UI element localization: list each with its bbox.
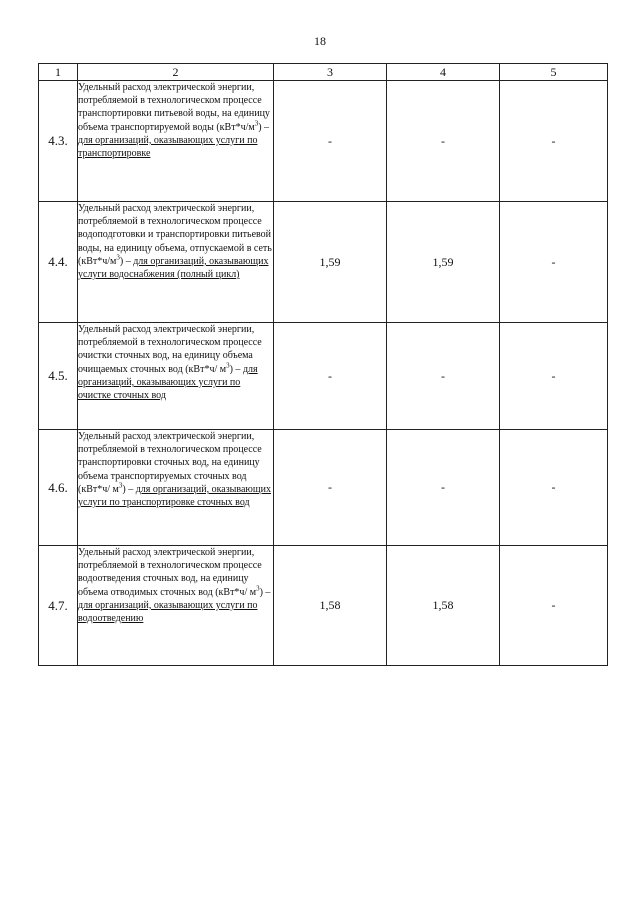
table-row [39, 323, 608, 430]
table-row [39, 202, 608, 323]
table-row [39, 430, 608, 546]
description-text: Удельный расход электрической энергии, потребляемой в технологическом процессе водоотведения сточных вод, на единицу объема отводимых сточных вод (кВт*ч/ м [78, 547, 262, 598]
header-col-1: 1 [39, 64, 78, 81]
cell-col-3: - [274, 323, 387, 430]
description-underlined: для организаций, оказывающих услуги водоснабжения (полный цикл) [78, 255, 269, 281]
cell-col-5: - [500, 81, 608, 202]
description-close: ) – [229, 363, 243, 375]
superscript: 3 [226, 361, 230, 370]
cell-col-5: - [500, 202, 608, 323]
header-col-3: 3 [274, 64, 387, 81]
row-description [78, 323, 274, 430]
superscript: 3 [118, 481, 123, 490]
description-underlined: для организаций, оказывающих услуги по очистке сточных вод [78, 363, 258, 402]
row-number: 4.5. [39, 323, 78, 430]
cell-col-4: - [387, 81, 500, 202]
row-number: 4.7. [39, 546, 78, 666]
cell-col-4: - [387, 430, 500, 546]
description-underlined: для организаций, оказывающих услуги по транспортировке [78, 134, 258, 160]
cell-col-3: 1,58 [274, 546, 387, 666]
row-number: 4.4. [39, 202, 78, 323]
row-description [78, 81, 274, 202]
description-text: Удельный расход электрической энергии, потребляемой в технологическом процессе водоподготовки и транспортировки питьевой воды, на единицу объема, отпускаемой в сеть (кВт*ч/м [78, 203, 272, 267]
row-number: 4.6. [39, 430, 78, 546]
superscript: 3 [256, 584, 260, 593]
cell-col-3: - [274, 81, 387, 202]
cell-col-3: - [274, 430, 387, 546]
cell-col-5: - [500, 323, 608, 430]
cell-col-4: - [387, 323, 500, 430]
description-close: ) – [119, 255, 134, 267]
description-text: Удельный расход электрической энергии, потребляемой в технологическом процессе очистки сточных вод, на единицу объема очищаемых сточных вод (кВт*ч/ м [78, 324, 262, 375]
description-underlined: для организаций, оказывающих услуги по транспортировке сточных вод [78, 483, 271, 509]
table-row [39, 81, 608, 202]
cell-col-5: - [500, 430, 608, 546]
header-col-5: 5 [500, 64, 608, 81]
description-close: ) – [258, 121, 270, 133]
page-number: 18 [314, 34, 326, 48]
row-number: 4.3. [39, 81, 78, 202]
description-close: ) – [122, 483, 136, 495]
row-description [78, 202, 274, 323]
row-description [78, 430, 274, 546]
description-text: Удельный расход электрической энергии, потребляемой в технологическом процессе транспортировки питьевой воды, на единицу объема транспортируемой воды (кВт*ч/м [78, 82, 270, 133]
table-header-row [39, 64, 608, 81]
header-col-2: 2 [78, 64, 274, 81]
description-text: Удельный расход электрической энергии, потребляемой в технологическом процессе транспортировки сточных вод, на единицу объема транспортируемых сточных вод (кВт*ч/ м [78, 431, 262, 495]
superscript: 3 [116, 253, 120, 262]
indicator-table [38, 63, 608, 666]
description-close: ) – [259, 586, 271, 598]
description-underlined: для организаций, оказывающих услуги по водоотведению [78, 599, 258, 625]
table-row [39, 546, 608, 666]
row-description [78, 546, 274, 666]
header-col-4: 4 [387, 64, 500, 81]
cell-col-5: - [500, 546, 608, 666]
superscript: 3 [254, 119, 259, 128]
cell-col-4: 1,59 [387, 202, 500, 323]
cell-col-3: 1,59 [274, 202, 387, 323]
cell-col-4: 1,58 [387, 546, 500, 666]
